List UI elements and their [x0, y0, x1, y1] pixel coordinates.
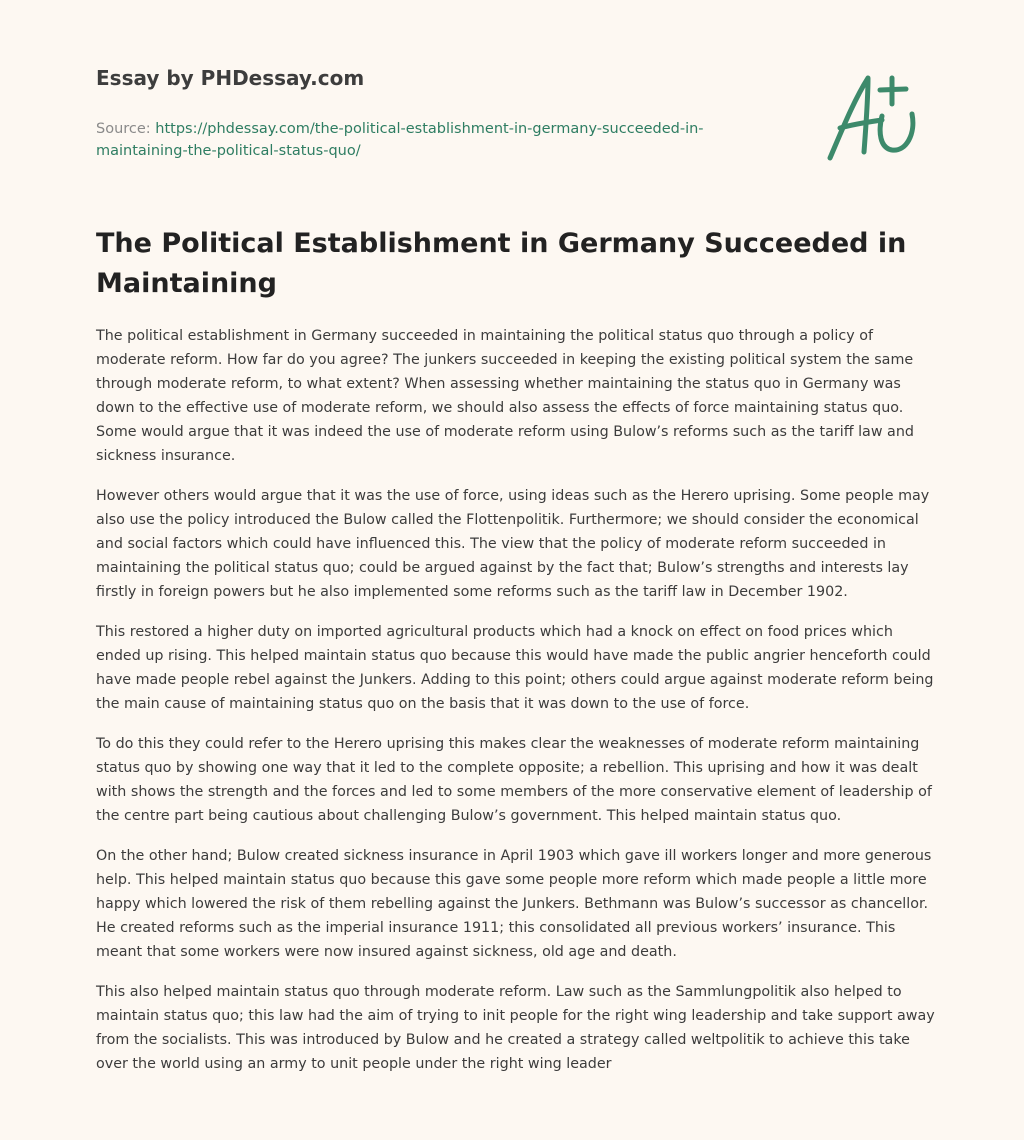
essay-body — [96, 324, 936, 1092]
source-url-line1: https://phdessay.com/the-political-establishment-in-germany-succeeded-in- — [155, 121, 704, 137]
essay-title-line2: Maintaining — [96, 268, 277, 299]
site-brand: Essay by PHDessay.com — [96, 66, 365, 90]
source-url-line2: maintaining-the-political-status-quo/ — [96, 143, 361, 159]
essay-paragraph: On the other hand; Bulow created sickness insurance in April 1903 which gave ill workers longer and more generous help. This helped maintain status quo because this gave some people more reform which made people a little more happy which lowered the risk of them rebelling against the Junkers. Bethmann was Bulow’s successor as chancellor. He created reforms such as the imperial insurance 1911; this consolidated all previous workers’ insurance. This meant that some workers were now insured against sickness, old age and death. — [96, 848, 932, 960]
source-label: Source: — [96, 121, 151, 137]
essay-paragraph: This also helped maintain status quo through moderate reform. Law such as the Sammlungpolitik also helped to maintain status quo; this law had the aim of trying to init people for the right wing leadership and take support away from the socialists. This was introduced by Bulow and he created a strategy called weltpolitik to achieve this take over the world using an army to unit people under the right wing leader — [96, 984, 935, 1072]
essay-paragraph: However others would argue that it was the use of force, using ideas such as the Herero uprising. Some people may also use the policy introduced the Bulow called the Flottenpolitik. Furthermore; we should consider the economical and social factors which could have influenced this. The view that the policy of moderate reform succeeded in maintaining the political status quo; could be argued against by the fact that; Bulow’s strengths and interests lay firstly in foreign powers but he also implemented some reforms such as the tariff law in December 1902. — [96, 488, 930, 600]
a-plus-grade-icon — [820, 70, 930, 170]
essay-header — [96, 64, 796, 162]
essay-paragraph: This restored a higher duty on imported agricultural products which had a knock on effect on food prices which ended up rising. This helped maintain status quo because this would have made the public angrier henceforth could have made people rebel against the Junkers. Adding to this point; others could argue against moderate reform being the main cause of maintaining status quo on the basis that it was down to the use of force. — [96, 624, 934, 712]
essay-paragraph: The political establishment in Germany succeeded in maintaining the political status quo through a policy of moderate reform. How far do you agree? The junkers succeeded in keeping the existing political system the same through moderate reform, to what extent? When assessing whether maintaining the status quo in Germany was down to the effective use of moderate reform, we should also assess the effects of force maintaining status quo. Some would argue that it was indeed the use of moderate reform using Bulow’s reforms such as the tariff law and sickness insurance. — [96, 328, 914, 464]
source-link[interactable] — [96, 121, 704, 159]
essay-paragraph: To do this they could refer to the Herero uprising this makes clear the weaknesses of moderate reform maintaining status quo by showing one way that it led to the complete opposite; a rebellion. This uprising and how it was dealt with shows the strength and the forces and led to some members of the more conservative element of leadership of the centre part being cautious about challenging Bulow’s government. This helped maintain status quo. — [96, 736, 932, 824]
source-line — [96, 118, 796, 162]
essay-title — [96, 224, 916, 304]
essay-title-line1: The Political Establishment in Germany Succeeded in — [96, 228, 907, 259]
